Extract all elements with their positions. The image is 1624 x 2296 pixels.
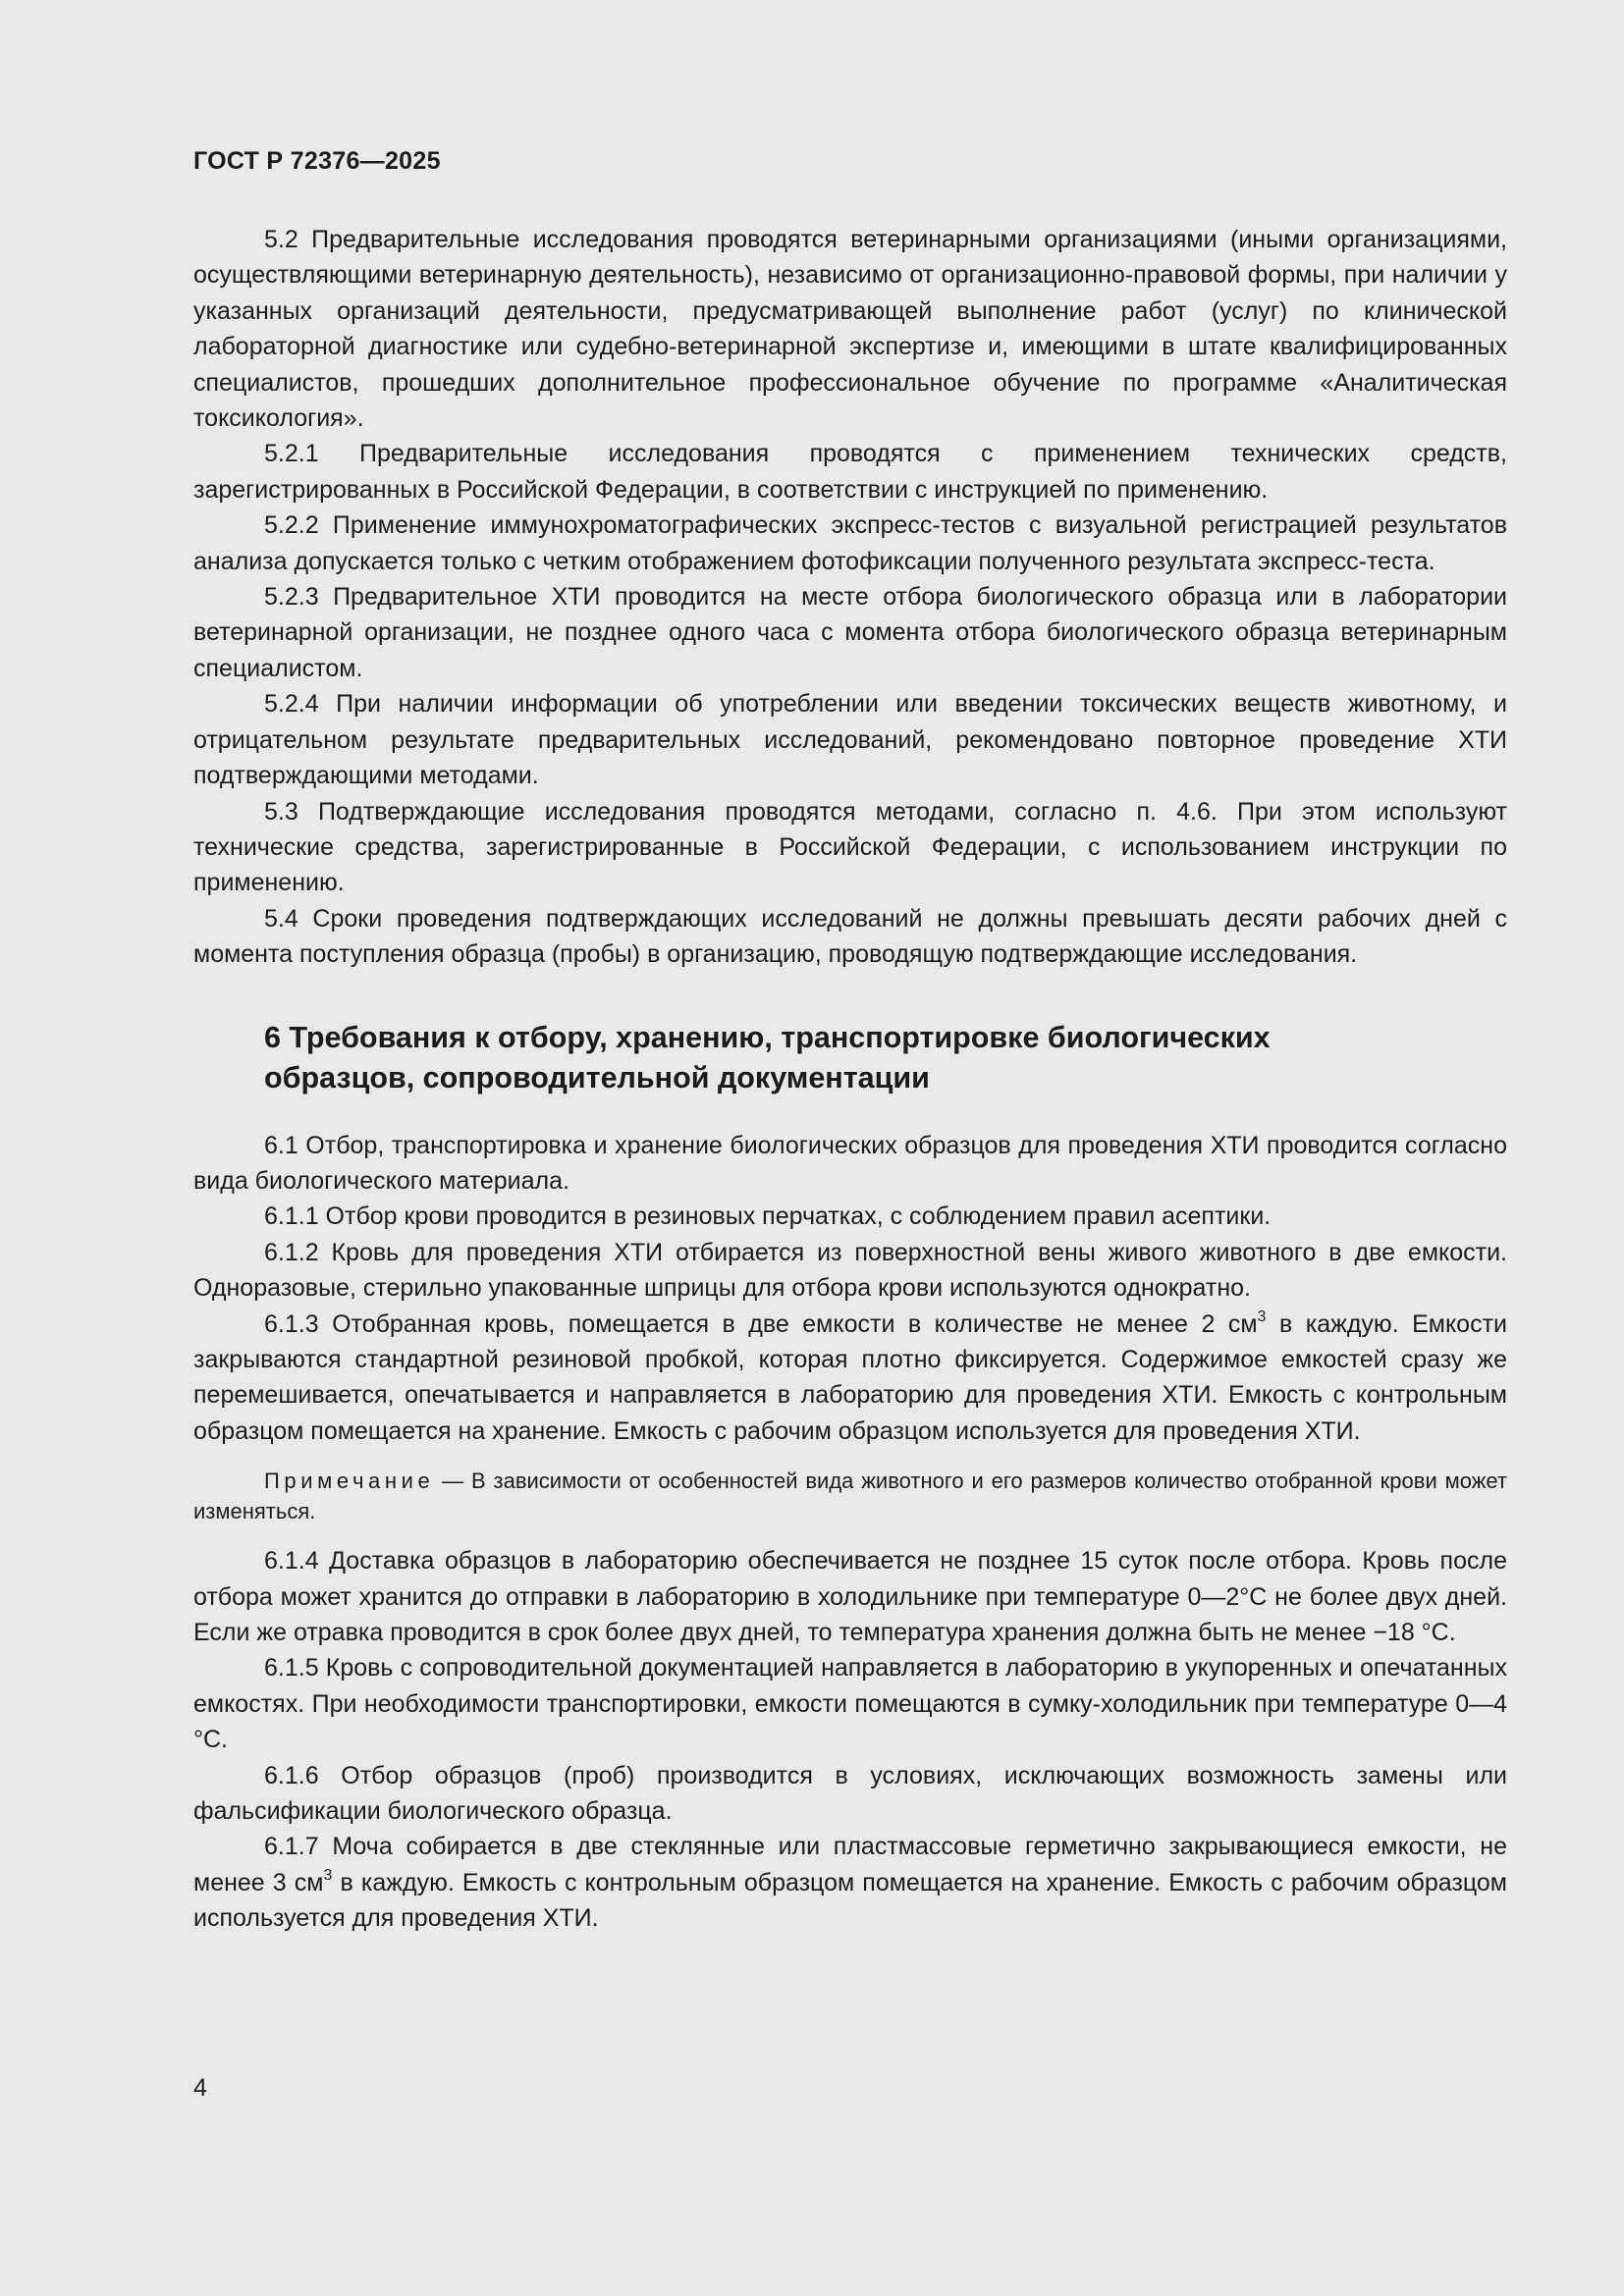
paragraph-6-1-2: 6.1.2 Кровь для проведения ХТИ отбирается из поверхностной вены живого животного в две емкости. Одноразовые, стерильно упакованные шприцы для отбора крови используются однократно. xyxy=(193,1238,1507,1303)
paragraph-6-1-7-part-1: 6.1.7 Моча собирается в две стеклянные или пластмассовые герметично закрывающиеся емкости, не менее 3 см xyxy=(193,1833,1507,1896)
page-number: 4 xyxy=(193,2074,207,2102)
note-text: — В зависимости от особенностей вида животного и его размеров количество отобранной крови может изменяться. xyxy=(193,1468,1507,1524)
paragraph-5-2-2: 5.2.2 Применение иммунохроматографических экспресс-тестов с визуальной регистрацией результатов анализа допускается только с четким отображением фотофиксации полученного результата экспресс-теста. xyxy=(193,511,1507,575)
paragraph-6-1-7-superscript: 3 xyxy=(323,1866,333,1884)
paragraph-6-1-7-part-2: в каждую. Емкость с контрольным образцом помещается на хранение. Емкость с рабочим образцом используется для проведения ХТИ. xyxy=(193,1868,1507,1933)
paragraph-5-2-3: 5.2.3 Предварительное ХТИ проводится на месте отбора биологического образца или в лаборатории ветеринарной организации, не позднее одного часа с момента отбора биологического образца ветеринарным специалистом. xyxy=(193,583,1507,682)
paragraph-6-1-3-part-1: 6.1.3 Отобранная кровь, помещается в две емкости в количестве не менее 2 см xyxy=(264,1309,1258,1338)
paragraph-5-4: 5.4 Сроки проведения подтверждающих исследований не должны превышать десяти рабочих дней с момента поступления образца (пробы) в организацию, проводящую подтверждающие исследования. xyxy=(193,904,1507,969)
paragraph-6-1-3-superscript: 3 xyxy=(1257,1308,1267,1325)
paragraph-6-1-3 xyxy=(193,1307,1507,1450)
paragraph-6-1-1: 6.1.1 Отбор крови проводится в резиновых перчатках, с соблюдением правил асептики. xyxy=(264,1202,1272,1231)
paragraph-5-2-4: 5.2.4 При наличии информации об употреблении или введении токсических веществ животному, и отрицательном результате предварительных исследований, рекомендовано повторное проведение ХТИ подтверждающими методами. xyxy=(193,690,1507,790)
paragraph-5-2: 5.2 Предварительные исследования проводятся ветеринарными организациями (иными организациями, осуществляющими ветеринарную деятельность), независимо от организационно-правовой формы, при наличии у указанных организаций деятельности, предусматривающей выполнение работ (услуг) по клинической лабораторной диагностике или судебно-ветеринарной экспертизе и, имеющими в штате квалифицированных специалистов, прошедших дополнительное профессиональное обучение по программе «Аналитическая токсикология». xyxy=(193,226,1507,433)
paragraph-5-3: 5.3 Подтверждающие исследования проводятся методами, согласно п. 4.6. При этом используют технические средства, зарегистрированные в Российской Федерации, с использованием инструкции по применению. xyxy=(193,797,1507,897)
section-6-heading xyxy=(264,1018,1507,1098)
paragraph-6-1-4: 6.1.4 Доставка образцов в лабораторию обеспечивается не позднее 15 суток после отбора. Кровь после отбора может хранится до отправки в лабораторию в холодильнике при температуре 0—2°С не более двух дней. Если же отравка проводится в срок более двух дней, то температура хранения должна быть не менее −18 °С. xyxy=(193,1547,1507,1646)
paragraph-5-2-1: 5.2.1 Предварительные исследования проводятся с применением технических средств, зарегистрированных в Российской Федерации, в соответствии с инструкцией по применению. xyxy=(193,440,1507,504)
note-label: Примечание xyxy=(264,1468,435,1494)
section-6-heading-line-2: образцов, сопроводительной документации xyxy=(264,1060,930,1095)
document-body xyxy=(193,222,1507,1937)
document-header: ГОСТ Р 72376—2025 xyxy=(193,147,441,175)
paragraph-6-1-7 xyxy=(193,1829,1507,1936)
paragraph-6-1: 6.1 Отбор, транспортировка и хранение биологических образцов для проведения ХТИ проводится согласно вида биологического материала. xyxy=(193,1131,1507,1195)
paragraph-6-1-5: 6.1.5 Кровь с сопроводительной документацией направляется в лабораторию в укупоренных и опечатанных емкостях. При необходимости транспортировки, емкости помещаются в сумку-холодильник при температуре 0—4 °С. xyxy=(193,1654,1507,1754)
paragraph-6-1-6: 6.1.6 Отбор образцов (проб) производится в условиях, исключающих возможность замены или фальсификации биологического образца. xyxy=(193,1761,1507,1826)
paragraph-6-1-3-part-2: в каждую. Емкости закрываются стандартной резиновой пробкой, которая плотно фиксируется. Содержимое емкостей сразу же перемешивается, опечатывается и направляется в лабораторию для проведения ХТИ. Емкость с контрольным образцом помещается на хранение. Емкость с рабочим образцом используется для проведения ХТИ. xyxy=(193,1309,1507,1445)
section-6-heading-line-1: 6 Требования к отбору, хранению, транспортировке биологических xyxy=(264,1020,1271,1054)
note-block xyxy=(193,1466,1507,1526)
